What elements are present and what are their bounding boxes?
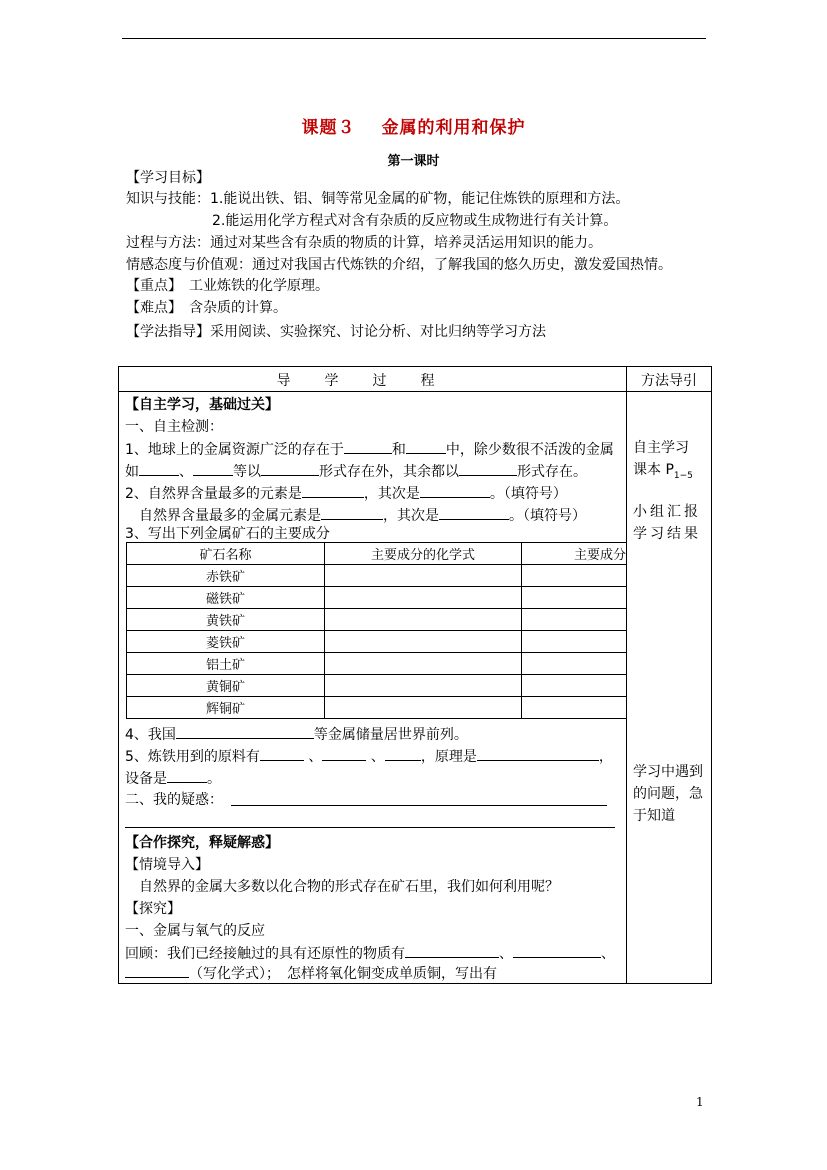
question-5-line1: 5、炼铁用到的原料有 、 、 ，原理是 ， bbox=[125, 746, 613, 767]
ore-table bbox=[126, 542, 627, 719]
header-learning-process: 导学过程 bbox=[276, 373, 469, 389]
explore-heading: 【探究】 bbox=[125, 901, 181, 917]
component-cell[interactable] bbox=[522, 653, 627, 675]
header-method-guide: 方法导引 bbox=[641, 373, 697, 389]
component-cell[interactable] bbox=[522, 565, 627, 587]
question-4: 4、我国 等金属储量居世界前列。 bbox=[125, 724, 468, 745]
side-note-self-study: 自主学习 课本 $P_{1-5}$ bbox=[633, 437, 709, 487]
blank[interactable] bbox=[344, 439, 392, 454]
component-cell[interactable] bbox=[522, 675, 627, 697]
textbook-ref: 课本 $P_{1-5}$ bbox=[633, 462, 693, 481]
ore-header-name: 矿石名称 bbox=[127, 543, 325, 565]
table-row bbox=[127, 631, 627, 653]
question-2-line2: 自然界含量最多的金属元素是 ，其次是 。（填符号） bbox=[139, 505, 586, 526]
component-cell[interactable] bbox=[522, 631, 627, 653]
explore-item-1: 一、金属与氧气的反应 bbox=[125, 923, 265, 939]
table-row bbox=[127, 675, 627, 697]
question-5-line2: 设备是 。 bbox=[125, 768, 221, 789]
key-point: 【重点】 工业炼铁的化学原理。 bbox=[126, 278, 329, 294]
ore-name: 赤铁矿 bbox=[127, 565, 325, 587]
formula-cell[interactable] bbox=[325, 609, 522, 631]
section-cooperative-title: 【合作探究，释疑解惑】 bbox=[125, 835, 279, 851]
question-2-line1: 2、自然界含量最多的元素是 ，其次是 。（填符号） bbox=[125, 483, 567, 504]
review-line1: 回顾：我们已经接触过的具有还原性的物质有 、 、 bbox=[125, 943, 615, 964]
review-line2: （写化学式）； 怎样将氧化铜变成单质铜，写出有 bbox=[125, 963, 497, 984]
blank[interactable] bbox=[261, 461, 319, 476]
formula-cell[interactable] bbox=[325, 631, 522, 653]
component-cell[interactable] bbox=[522, 609, 627, 631]
formula-cell[interactable] bbox=[325, 675, 522, 697]
blank[interactable] bbox=[125, 963, 189, 978]
doubt-line[interactable] bbox=[125, 827, 615, 828]
process-goal: 过程与方法：通过对某些含有杂质的物质的计算，培养灵活运用知识的能力。 bbox=[126, 235, 602, 251]
blank[interactable] bbox=[420, 483, 490, 498]
side-note-questions: 学习中遇到的问题，急于知道 bbox=[633, 764, 703, 824]
method-guide: 【学法指导】采用阅读、实验探究、讨论分析、对比归纳等学习方法 bbox=[126, 324, 546, 340]
learning-process-table bbox=[118, 366, 712, 984]
ore-name: 菱铁矿 bbox=[127, 631, 325, 653]
self-check-label: 一、自主检测： bbox=[125, 419, 223, 435]
blank[interactable] bbox=[176, 724, 314, 739]
blank[interactable] bbox=[139, 461, 179, 476]
doubt-line[interactable] bbox=[231, 805, 607, 806]
blank[interactable] bbox=[405, 943, 499, 958]
question-3: 3、写出下列金属矿石的主要成分 bbox=[125, 526, 330, 542]
page-number: 1 bbox=[696, 1095, 704, 1109]
blank[interactable] bbox=[439, 505, 509, 520]
question-1-line2: 如 、 等以 形式存在外，其余都以 形式存在。 bbox=[125, 461, 587, 482]
question-1-line1: 1、地球上的金属资源广泛的存在于 和 中，除少数很不活泼的金属 bbox=[125, 439, 614, 460]
ore-table-header bbox=[127, 543, 627, 565]
blank[interactable] bbox=[321, 505, 383, 520]
table-row bbox=[127, 697, 627, 719]
table-row bbox=[127, 609, 627, 631]
blank[interactable] bbox=[167, 768, 207, 783]
ore-name: 辉铜矿 bbox=[127, 697, 325, 719]
blank[interactable] bbox=[513, 943, 601, 958]
component-cell[interactable] bbox=[522, 587, 627, 609]
blank[interactable] bbox=[385, 746, 421, 761]
ore-name: 铝土矿 bbox=[127, 653, 325, 675]
ore-name: 磁铁矿 bbox=[127, 587, 325, 609]
formula-cell[interactable] bbox=[325, 697, 522, 719]
objectives-heading: 【学习目标】 bbox=[126, 170, 210, 186]
page-subtitle: 第一课时 bbox=[387, 154, 440, 169]
blank[interactable] bbox=[459, 461, 517, 476]
header-rule bbox=[122, 38, 706, 39]
formula-cell[interactable] bbox=[325, 565, 522, 587]
scene-text: 自然界的金属大多数以化合物的形式存在矿石里，我们如何利用呢？ bbox=[139, 879, 559, 895]
ore-header-formula: 主要成分的化学式 bbox=[325, 543, 522, 565]
knowledge-goal-1: 知识与技能：1.能说出铁、铝、铜等常见金属的矿物，能记住炼铁的原理和方法。 bbox=[126, 191, 630, 207]
blank[interactable] bbox=[477, 746, 599, 761]
ore-header-component: 主要成分 bbox=[522, 543, 627, 565]
scene-heading: 【情境导入】 bbox=[125, 857, 209, 873]
header-divider bbox=[119, 391, 711, 392]
blank[interactable] bbox=[322, 746, 366, 761]
table-row bbox=[127, 587, 627, 609]
emotion-goal: 情感态度与价值观：通过对我国古代炼铁的介绍，了解我国的悠久历史，激发爱国热情。 bbox=[126, 257, 672, 273]
table-row bbox=[127, 565, 627, 587]
ore-name: 黄铁矿 bbox=[127, 609, 325, 631]
page-title: 课题３ 金属的利用和保护 bbox=[301, 118, 526, 138]
doubt-label: 二、我的疑惑： bbox=[125, 792, 223, 808]
blank[interactable] bbox=[406, 439, 446, 454]
blank[interactable] bbox=[260, 746, 304, 761]
component-cell[interactable] bbox=[522, 697, 627, 719]
blank[interactable] bbox=[193, 461, 233, 476]
table-row bbox=[127, 653, 627, 675]
knowledge-goal-2: 2.能运用化学方程式对含有杂质的反应物或生成物进行有关计算。 bbox=[212, 213, 618, 229]
formula-cell[interactable] bbox=[325, 653, 522, 675]
ore-name: 黄铜矿 bbox=[127, 675, 325, 697]
difficulty-point: 【难点】 含杂质的计算。 bbox=[126, 300, 287, 316]
side-note-group-report: 小组汇报学习结果 bbox=[633, 504, 701, 542]
section-self-study-title: 【自主学习，基础过关】 bbox=[125, 397, 279, 413]
blank[interactable] bbox=[302, 483, 364, 498]
formula-cell[interactable] bbox=[325, 587, 522, 609]
